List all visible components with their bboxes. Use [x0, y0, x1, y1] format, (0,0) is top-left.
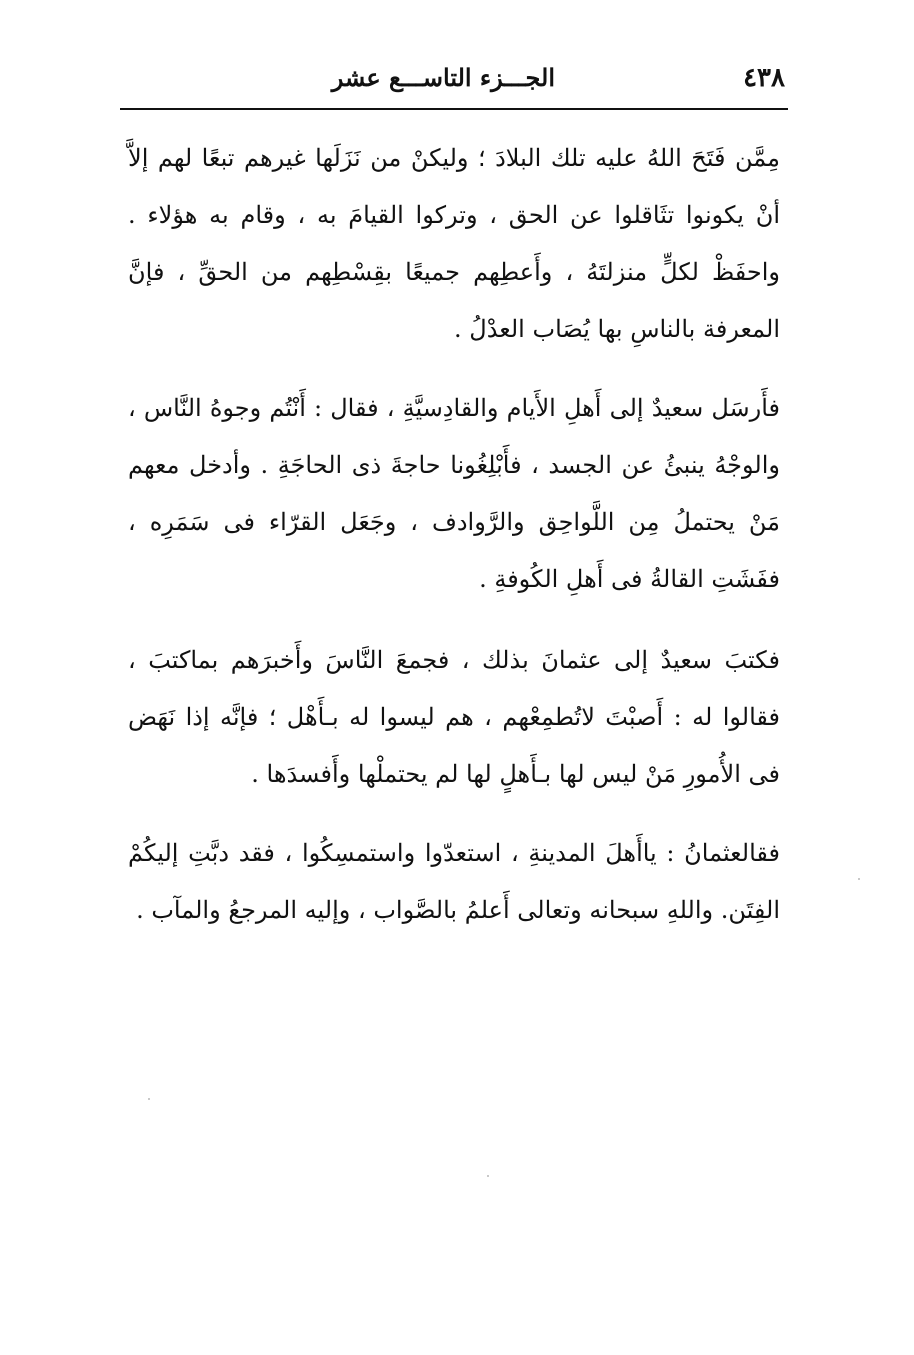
paragraph: فأَرسَل سعيدٌ إلى أَهلِ الأَيام والقادِسيَّةِ ، فقال : أَنْتُم وجوهُ النَّاس ، والوجْهُ ينبئُ عن الجسد ، فأَبْلِغُونا حاجةَ ذى الحاجَةِ . وأدخل معهم مَنْ يحتملُ مِن اللَّواحِق والرَّوادف ، وجَعَل القرّاء فى سَمَرِه ، ففَشَتِ القالةُ فى أَهلِ الكُوفةِ . — [128, 394, 781, 593]
paper-speck — [858, 878, 860, 880]
page-number: ٤٣٨ — [743, 63, 785, 93]
header-rule — [120, 108, 788, 110]
paper-speck — [148, 1098, 150, 1100]
page-header — [120, 60, 785, 100]
paper-speck — [487, 1175, 489, 1177]
paragraph: فقالعثمانُ : ياأَهلَ المدينةِ ، استعدّوا واستمسِكُوا ، فقد دبَّتِ إليكُمْ الفِتَن. واللهِ سبحانه وتعالى أَعلمُ بالصَّواب ، وإليه المرجعُ والمآب . — [128, 839, 780, 924]
running-title: الجـــزء التاســـع عشر — [331, 63, 555, 92]
paragraph: مِمَّن فَتَحَ اللهُ عليه تلك البلادَ ؛ وليكنْ من نَزَلَها غيرهم تبعًا لهم إلاَّ أنْ يكونوا تثَاقلوا عن الحق ، وتركوا القيامَ به ، وقام به هؤلاء . واحفَظْ لكلٍّ منزلتَهُ ، وأَعطِهم جميعًا بقِسْطِهم من الحقِّ ، فإنَّ المعرفة بالناسِ بها يُصَاب العدْلُ . — [128, 144, 781, 343]
body-text — [128, 130, 780, 965]
paragraph: فكتبَ سعيدٌ إلى عثمانَ بذلك ، فجمعَ النَّاسَ وأَخبرَهم بماكتبَ ، فقالوا له : أَصبْتَ لاتُطمِعْهم ، هم ليسوا له بـأَهْل ؛ فإنَّه إذا نَهَض فى الأُمورِ مَنْ ليس لها بـأَهلٍ لها لم يحتملْها وأَفسدَها . — [128, 646, 780, 788]
